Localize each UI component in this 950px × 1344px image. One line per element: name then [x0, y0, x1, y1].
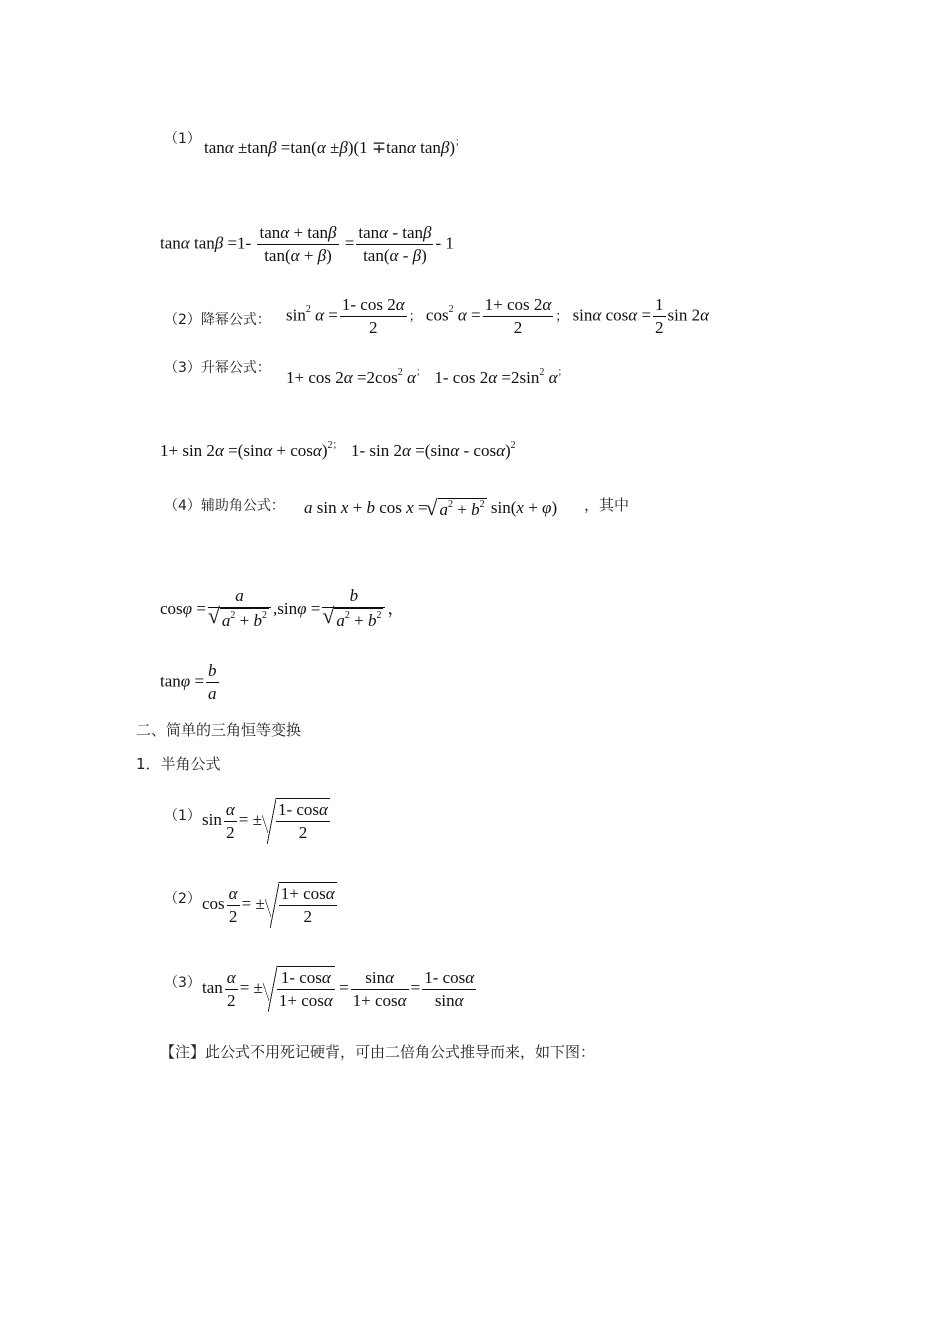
formula-cos-sin-phi: cosφ = a √ $a^2 + b^2$ ,sinφ = b √ $a^2 + b^2$ ， [160, 585, 404, 635]
formula-auxiliary-angle: a sin x + b cos x =√ $a^2 + b^2$ sin(x + φ) [304, 498, 557, 520]
formula-tan-phi: tanφ = $\frac{b}{a}$ [160, 661, 217, 703]
item1-label: （1） [164, 131, 201, 147]
formula-power-raising-2: $1+ \sin 2\alpha =(\sin\alpha + \cos\alpha)^{2;}$ 1- sin 2α =(sinα - cosα)$^2$ [160, 440, 516, 460]
formula-power-raising-1: $1+ \cos 2\alpha =2\cos^2$ α； 1- $\cos 2\alpha =2\sin^2$ α； [286, 367, 568, 387]
formula-half-sin: sin $\frac{\alpha}{2}$ = ± $\frac{1- \cos\alpha}{2}$ [202, 799, 328, 842]
formula-tan-product: tanα tanβ =1- $\frac{\tan\alpha + \tan\beta}{\tan(\alpha + \beta)}$ = $\frac{\tan\alpha - \tan\beta}{\tan(\alpha - \beta)}$ - 1 [160, 223, 454, 265]
formula-tan-sum: tanα ±tanβ =tan(α ±β)(1 ∓tanα tanβ)； [204, 137, 466, 157]
half-angle-heading: 1．半角公式 [136, 755, 221, 773]
item2-label: （2）降幂公式： [164, 312, 271, 328]
item4-label: （4）辅助角公式： [164, 498, 285, 514]
half3-label: （3） [164, 975, 201, 991]
item3-label: （3）升幂公式： [164, 360, 271, 376]
formula-half-tan: tan $\frac{\alpha}{2}$ = ± $\frac{1- \cos\alpha}{1+ \cos\alpha}$ = $\frac{\sin\alpha}{1+ \cos\alpha}$ = $\frac{1- \cos\alpha}{\sin\alpha}$ [202, 967, 475, 1010]
formula-half-cos: cos $\frac{\alpha}{2}$ = ± $\frac{1+ \cos\alpha}{2}$ [202, 883, 335, 926]
section2-heading: 二、简单的三角恒等变换 [136, 721, 302, 739]
formula-power-reduction: $\sin^2 \alpha$ = $\frac{1- \cos 2\alpha}{2}$ ； $\cos^2 \alpha$ = $\frac{1+ \cos 2\alpha}{2}$ ； sinα cosα = $\frac{1}{2}$ sin 2α [286, 295, 710, 337]
half1-label: （1） [164, 808, 201, 824]
half2-label: （2） [164, 891, 201, 907]
qizhong-text: ，其中 [584, 496, 630, 514]
note-text: 【注】此公式不用死记硬背，可由二倍角公式推导而来，如下图： [160, 1043, 596, 1061]
